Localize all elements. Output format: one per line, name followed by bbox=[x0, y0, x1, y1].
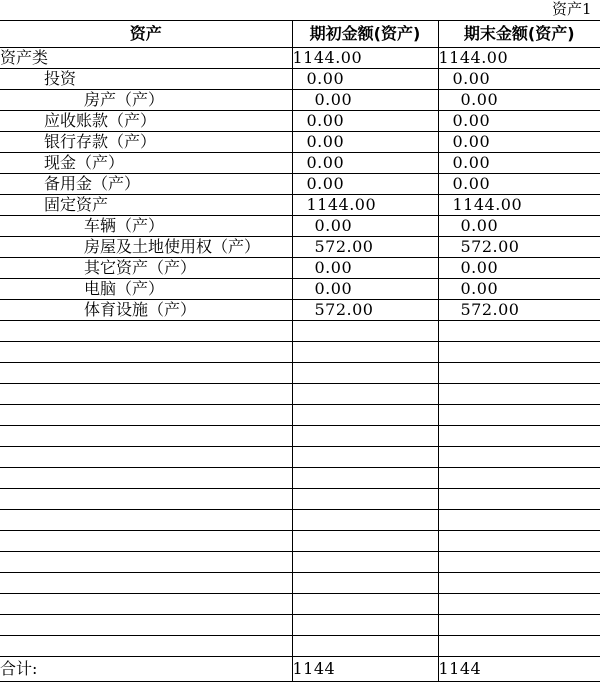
empty-cell[interactable] bbox=[0, 405, 292, 426]
empty-cell[interactable] bbox=[438, 636, 600, 657]
empty-row bbox=[0, 426, 600, 447]
begin-amount-cell[interactable]: 0.00 bbox=[292, 258, 438, 279]
table-row bbox=[0, 279, 600, 300]
empty-cell[interactable] bbox=[0, 426, 292, 447]
empty-cell[interactable] bbox=[292, 510, 438, 531]
table-row bbox=[0, 111, 600, 132]
asset-name-cell[interactable]: 其它资产（产） bbox=[0, 258, 292, 279]
empty-row bbox=[0, 552, 600, 573]
empty-row bbox=[0, 384, 600, 405]
empty-row bbox=[0, 636, 600, 657]
asset-name-cell[interactable]: 备用金（产） bbox=[0, 174, 292, 195]
empty-cell[interactable] bbox=[438, 405, 600, 426]
column-header-asset[interactable]: 资产 bbox=[0, 21, 292, 48]
asset-name-cell[interactable]: 投资 bbox=[0, 69, 292, 90]
empty-cell[interactable] bbox=[438, 342, 600, 363]
empty-cell[interactable] bbox=[438, 363, 600, 384]
end-amount-cell[interactable]: 0.00 bbox=[438, 69, 600, 90]
empty-cell[interactable] bbox=[438, 447, 600, 468]
empty-cell[interactable] bbox=[292, 531, 438, 552]
empty-row bbox=[0, 531, 600, 552]
empty-row bbox=[0, 363, 600, 384]
asset-name-cell[interactable]: 现金（产） bbox=[0, 153, 292, 174]
column-header-begin-amount[interactable]: 期初金额(资产) bbox=[292, 21, 438, 48]
empty-cell[interactable] bbox=[0, 636, 292, 657]
empty-cell[interactable] bbox=[292, 552, 438, 573]
end-amount-cell[interactable]: 0.00 bbox=[438, 174, 600, 195]
end-amount-cell[interactable]: 0.00 bbox=[438, 153, 600, 174]
header-row bbox=[0, 21, 600, 48]
empty-cell[interactable] bbox=[438, 510, 600, 531]
total-end-amount[interactable]: 1144 bbox=[438, 657, 600, 682]
empty-cell[interactable] bbox=[438, 615, 600, 636]
table-row bbox=[0, 174, 600, 195]
table-row bbox=[0, 237, 600, 258]
empty-cell[interactable] bbox=[438, 531, 600, 552]
total-label: 合计: bbox=[0, 657, 292, 682]
empty-cell[interactable] bbox=[0, 615, 292, 636]
asset-name-cell[interactable]: 房屋及土地使用权（产） bbox=[0, 237, 292, 258]
empty-row bbox=[0, 468, 600, 489]
empty-cell[interactable] bbox=[438, 384, 600, 405]
table-row bbox=[0, 258, 600, 279]
empty-row bbox=[0, 405, 600, 426]
begin-amount-cell[interactable]: 572.00 bbox=[292, 237, 438, 258]
table-row bbox=[0, 69, 600, 90]
empty-cell[interactable] bbox=[438, 552, 600, 573]
empty-cell[interactable] bbox=[292, 405, 438, 426]
end-amount-cell[interactable]: 572.00 bbox=[438, 300, 600, 321]
asset-name-cell[interactable]: 银行存款（产） bbox=[0, 132, 292, 153]
end-amount-cell[interactable]: 0.00 bbox=[438, 258, 600, 279]
empty-row bbox=[0, 615, 600, 636]
end-amount-cell[interactable]: 0.00 bbox=[438, 111, 600, 132]
column-header-end-amount[interactable]: 期末金额(资产) bbox=[438, 21, 600, 48]
begin-amount-cell[interactable]: 0.00 bbox=[292, 132, 438, 153]
empty-row bbox=[0, 447, 600, 468]
empty-cell[interactable] bbox=[292, 321, 438, 342]
empty-cell[interactable] bbox=[438, 426, 600, 447]
asset-name-cell[interactable]: 房产（产） bbox=[0, 90, 292, 111]
table-row bbox=[0, 153, 600, 174]
empty-cell[interactable] bbox=[438, 321, 600, 342]
asset-table bbox=[0, 20, 600, 682]
asset-name-cell[interactable]: 应收账款（产） bbox=[0, 111, 292, 132]
empty-cell[interactable] bbox=[292, 615, 438, 636]
begin-amount-cell[interactable]: 0.00 bbox=[292, 111, 438, 132]
empty-cell[interactable] bbox=[0, 510, 292, 531]
end-amount-cell[interactable]: 0.00 bbox=[438, 90, 600, 111]
end-amount-cell[interactable]: 1144.00 bbox=[438, 195, 600, 216]
begin-amount-cell[interactable]: 0.00 bbox=[292, 216, 438, 237]
total-row bbox=[0, 657, 600, 682]
empty-cell[interactable] bbox=[438, 573, 600, 594]
empty-cell[interactable] bbox=[292, 573, 438, 594]
asset-name-cell[interactable]: 车辆（产） bbox=[0, 216, 292, 237]
empty-cell[interactable] bbox=[0, 489, 292, 510]
table-row bbox=[0, 216, 600, 237]
empty-row bbox=[0, 321, 600, 342]
end-amount-cell[interactable]: 0.00 bbox=[438, 279, 600, 300]
begin-amount-cell[interactable]: 1144.00 bbox=[292, 195, 438, 216]
begin-amount-cell[interactable]: 0.00 bbox=[292, 279, 438, 300]
begin-amount-cell[interactable]: 0.00 bbox=[292, 153, 438, 174]
end-amount-cell[interactable]: 0.00 bbox=[438, 132, 600, 153]
table-row bbox=[0, 132, 600, 153]
begin-amount-cell[interactable]: 0.00 bbox=[292, 90, 438, 111]
empty-cell[interactable] bbox=[292, 384, 438, 405]
empty-cell[interactable] bbox=[292, 426, 438, 447]
table-row bbox=[0, 300, 600, 321]
table-row bbox=[0, 90, 600, 111]
asset-name-cell[interactable]: 体育设施（产） bbox=[0, 300, 292, 321]
empty-cell[interactable] bbox=[0, 531, 292, 552]
begin-amount-cell[interactable]: 0.00 bbox=[292, 174, 438, 195]
empty-cell[interactable] bbox=[0, 384, 292, 405]
begin-amount-cell[interactable]: 572.00 bbox=[292, 300, 438, 321]
end-amount-cell[interactable]: 1144.00 bbox=[438, 48, 600, 69]
sheet-tab-label: 资产1 bbox=[552, 0, 592, 18]
end-amount-cell[interactable]: 572.00 bbox=[438, 237, 600, 258]
begin-amount-cell[interactable]: 0.00 bbox=[292, 69, 438, 90]
empty-row bbox=[0, 594, 600, 615]
table-row bbox=[0, 48, 600, 69]
empty-cell[interactable] bbox=[292, 342, 438, 363]
end-amount-cell[interactable]: 0.00 bbox=[438, 216, 600, 237]
table-row bbox=[0, 195, 600, 216]
empty-cell[interactable] bbox=[0, 573, 292, 594]
empty-cell[interactable] bbox=[0, 468, 292, 489]
empty-cell[interactable] bbox=[292, 468, 438, 489]
empty-cell[interactable] bbox=[292, 447, 438, 468]
empty-cell[interactable] bbox=[0, 552, 292, 573]
empty-row bbox=[0, 489, 600, 510]
empty-cell[interactable] bbox=[292, 594, 438, 615]
empty-cell[interactable] bbox=[0, 342, 292, 363]
empty-cell[interactable] bbox=[0, 363, 292, 384]
empty-cell[interactable] bbox=[438, 489, 600, 510]
empty-row bbox=[0, 342, 600, 363]
empty-cell[interactable] bbox=[0, 594, 292, 615]
asset-name-cell[interactable]: 电脑（产） bbox=[0, 279, 292, 300]
empty-cell[interactable] bbox=[438, 594, 600, 615]
asset-name-cell[interactable]: 固定资产 bbox=[0, 195, 292, 216]
empty-row bbox=[0, 573, 600, 594]
empty-cell[interactable] bbox=[438, 468, 600, 489]
asset-name-cell[interactable]: 资产类 bbox=[0, 48, 292, 69]
empty-cell[interactable] bbox=[292, 363, 438, 384]
empty-row bbox=[0, 510, 600, 531]
total-begin-amount[interactable]: 1144 bbox=[292, 657, 438, 682]
empty-cell[interactable] bbox=[292, 636, 438, 657]
begin-amount-cell[interactable]: 1144.00 bbox=[292, 48, 438, 69]
empty-cell[interactable] bbox=[0, 321, 292, 342]
empty-cell[interactable] bbox=[0, 447, 292, 468]
empty-cell[interactable] bbox=[292, 489, 438, 510]
